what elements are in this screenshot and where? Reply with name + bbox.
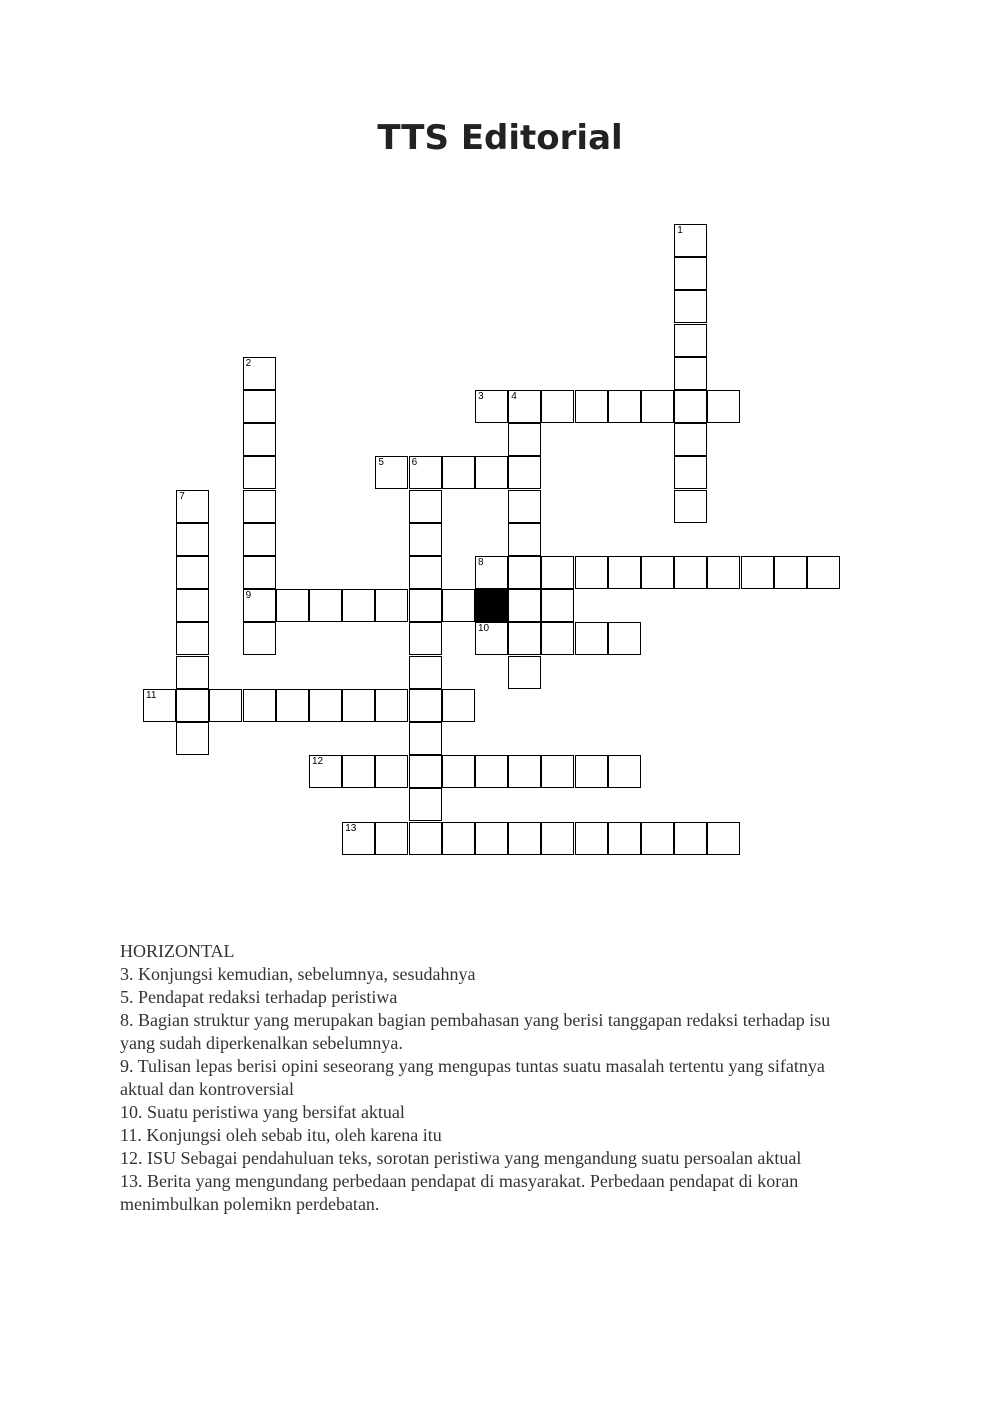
crossword-cell-input[interactable] (708, 391, 739, 422)
crossword-cell[interactable] (575, 622, 608, 655)
crossword-cell[interactable] (409, 556, 442, 589)
crossword-cell[interactable] (243, 589, 276, 622)
crossword-cell-input[interactable] (410, 756, 441, 787)
crossword-cell[interactable] (442, 456, 475, 489)
crossword-cell-input[interactable] (609, 623, 640, 654)
crossword-cell-input[interactable] (509, 590, 540, 621)
clue-number: 1 (677, 225, 683, 236)
crossword-cell[interactable] (342, 689, 375, 722)
crossword-cell-input[interactable] (609, 557, 640, 588)
crossword-cell[interactable] (674, 556, 707, 589)
crossword-cell-input[interactable] (542, 557, 573, 588)
crossword-cell-input[interactable] (708, 823, 739, 854)
crossword-cell[interactable] (575, 822, 608, 855)
crossword-cell[interactable] (309, 755, 342, 788)
crossword-cell-input[interactable] (244, 424, 275, 455)
crossword-cell[interactable] (608, 755, 641, 788)
crossword-cell[interactable] (475, 390, 508, 423)
crossword-cell[interactable] (508, 589, 541, 622)
crossword-cell[interactable] (409, 822, 442, 855)
clue-number: 8 (478, 557, 484, 568)
crossword-cell[interactable] (541, 556, 574, 589)
crossword-cell[interactable] (276, 689, 309, 722)
crossword-cell-input[interactable] (343, 690, 374, 721)
crossword-cell-input[interactable] (476, 391, 507, 422)
crossword-cell-input[interactable] (376, 756, 407, 787)
crossword-cell-input[interactable] (509, 623, 540, 654)
crossword-cell-input[interactable] (244, 690, 275, 721)
crossword-cell-input[interactable] (675, 424, 706, 455)
crossword-cell[interactable] (541, 755, 574, 788)
crossword-cell[interactable] (409, 656, 442, 689)
crossword-cell-input[interactable] (410, 623, 441, 654)
crossword-cell[interactable] (674, 224, 707, 257)
crossword-cell-input[interactable] (376, 457, 407, 488)
clue-item: 8. Bagian struktur yang merupakan bagian pembahasan yang berisi tanggapan redaksi terhadap isu yang sudah diperkenalkan sebelumnya. (120, 1010, 831, 1053)
crossword-cell-input[interactable] (542, 823, 573, 854)
crossword-cell[interactable] (475, 456, 508, 489)
crossword-cell[interactable] (276, 589, 309, 622)
crossword-cell-input[interactable] (675, 491, 706, 522)
crossword-cell[interactable] (508, 656, 541, 689)
crossword-cell[interactable] (508, 822, 541, 855)
crossword-cell[interactable] (309, 589, 342, 622)
crossword-cell-input[interactable] (609, 391, 640, 422)
crossword-cell[interactable] (442, 755, 475, 788)
crossword-cell[interactable] (176, 656, 209, 689)
crossword-cell[interactable] (243, 456, 276, 489)
crossword-cell-input[interactable] (443, 457, 474, 488)
clue-number: 4 (511, 391, 517, 402)
crossword-cell-input[interactable] (576, 756, 607, 787)
crossword-cell-input[interactable] (675, 557, 706, 588)
crossword-cell-input[interactable] (509, 391, 540, 422)
crossword-cell-input[interactable] (476, 557, 507, 588)
crossword-cell-input[interactable] (244, 491, 275, 522)
clue-number: 7 (179, 490, 185, 502)
crossword-cell-input[interactable] (642, 557, 673, 588)
crossword-cell-input[interactable] (642, 391, 673, 422)
crossword-cell[interactable] (674, 324, 707, 357)
crossword-cell-input[interactable] (244, 391, 275, 422)
crossword-cell[interactable] (375, 456, 408, 489)
crossword-cell[interactable] (342, 755, 375, 788)
clue-number: 12 (312, 756, 324, 768)
crossword-cell[interactable] (508, 423, 541, 456)
crossword-cell-input[interactable] (410, 524, 441, 555)
crossword-cell-input[interactable] (675, 457, 706, 488)
crossword-cell[interactable] (375, 589, 408, 622)
crossword-cell[interactable] (409, 755, 442, 788)
crossword-cell-input[interactable] (476, 457, 507, 488)
clue-item: 13. Berita yang mengundang perbedaan pendapat di masyarakat. Perbedaan pendapat di koran menimbulkan polemikn perdebatan. (120, 1171, 799, 1214)
crossword-cell[interactable] (641, 390, 674, 423)
crossword-cell-input[interactable] (144, 690, 175, 721)
crossword-cell[interactable] (508, 456, 541, 489)
crossword-cell-input[interactable] (542, 590, 573, 621)
crossword-cell-input[interactable] (675, 391, 706, 422)
crossword-cell-input[interactable] (310, 690, 341, 721)
crossword-cell[interactable] (674, 357, 707, 390)
crossword-cell[interactable] (442, 822, 475, 855)
crossword-cell[interactable] (575, 390, 608, 423)
crossword-cell[interactable] (508, 755, 541, 788)
crossword-cell[interactable] (409, 456, 442, 489)
clue-number: 9 (245, 590, 252, 602)
crossword-cell[interactable] (176, 556, 209, 589)
crossword-cell[interactable] (243, 390, 276, 423)
crossword-cell-input[interactable] (244, 457, 275, 488)
crossword-cell[interactable] (541, 390, 574, 423)
crossword-cell-input[interactable] (410, 457, 441, 488)
crossword-cell[interactable] (674, 257, 707, 290)
crossword-cell[interactable] (707, 556, 740, 589)
crossword-cell[interactable] (508, 523, 541, 556)
crossword-cell[interactable] (176, 490, 209, 523)
clue-number: 10 (478, 623, 490, 635)
crossword-cell[interactable] (375, 689, 408, 722)
crossword-cell-input[interactable] (576, 823, 607, 854)
crossword-cell[interactable] (243, 556, 276, 589)
crossword-cell-input[interactable] (542, 623, 573, 654)
crossword-cell-input[interactable] (742, 557, 773, 588)
clue-number: 2 (245, 357, 252, 369)
crossword-cell-input[interactable] (410, 823, 441, 854)
crossword-cell[interactable] (475, 755, 508, 788)
crossword-cell-input[interactable] (410, 690, 441, 721)
crossword-cell-input[interactable] (443, 690, 474, 721)
crossword-cell-input[interactable] (177, 557, 208, 588)
crossword-cell[interactable] (375, 755, 408, 788)
crossword-cell[interactable] (508, 556, 541, 589)
crossword-cell[interactable] (608, 556, 641, 589)
crossword-cell[interactable] (674, 822, 707, 855)
crossword-cell[interactable] (541, 589, 574, 622)
clue-item: 10. Suatu peristiwa yang bersifat aktual (120, 1102, 405, 1122)
crossword-cell[interactable] (608, 390, 641, 423)
crossword-cell-input[interactable] (642, 823, 673, 854)
crossword-cell-input[interactable] (376, 690, 407, 721)
crossword-cell-input[interactable] (177, 723, 208, 754)
crossword-cell-input[interactable] (808, 557, 839, 588)
crossword-cell-input[interactable] (576, 557, 607, 588)
crossword-cell-input[interactable] (675, 325, 706, 356)
crossword-cell-input[interactable] (476, 756, 507, 787)
crossword-cell[interactable] (342, 589, 375, 622)
crossword-cell[interactable] (209, 689, 242, 722)
crossword-cell[interactable] (243, 490, 276, 523)
crossword-cell[interactable] (508, 490, 541, 523)
crossword-cell-input[interactable] (410, 491, 441, 522)
crossword-cell[interactable] (774, 556, 807, 589)
crossword-cell-input[interactable] (410, 557, 441, 588)
crossword-cell[interactable] (608, 622, 641, 655)
crossword-cell-input[interactable] (410, 789, 441, 820)
crossword-cell[interactable] (243, 622, 276, 655)
crossword-cell[interactable] (575, 556, 608, 589)
crossword-cell-input[interactable] (277, 690, 308, 721)
crossword-cell-input[interactable] (509, 756, 540, 787)
crossword-cell[interactable] (243, 357, 276, 390)
crossword-cell[interactable] (409, 490, 442, 523)
crossword-cell-input[interactable] (443, 590, 474, 621)
crossword-cell[interactable] (409, 589, 442, 622)
crossword-cell[interactable] (674, 490, 707, 523)
crossword-cell[interactable] (409, 622, 442, 655)
crossword-cell[interactable] (641, 556, 674, 589)
crossword-cell[interactable] (176, 689, 209, 722)
crossword-cell-input[interactable] (675, 225, 706, 256)
crossword-cell[interactable] (243, 423, 276, 456)
crossword-cell[interactable] (243, 689, 276, 722)
crossword-cell[interactable] (442, 689, 475, 722)
crossword-cell[interactable] (641, 822, 674, 855)
crossword-cell[interactable] (176, 722, 209, 755)
crossword-cell-input[interactable] (310, 756, 341, 787)
crossword-cell-input[interactable] (244, 524, 275, 555)
crossword-cell-input[interactable] (343, 590, 374, 621)
crossword-cell-input[interactable] (476, 823, 507, 854)
crossword-cell-input[interactable] (244, 623, 275, 654)
crossword-cell-input[interactable] (509, 491, 540, 522)
crossword-cell-input[interactable] (509, 823, 540, 854)
crossword-cell[interactable] (674, 290, 707, 323)
clue-number: 13 (345, 822, 357, 834)
crossword-cell-input[interactable] (443, 756, 474, 787)
crossword-cell-input[interactable] (244, 358, 275, 389)
crossword-cell-input[interactable] (576, 391, 607, 422)
clue-number: 11 (146, 689, 157, 701)
crossword-cell-input[interactable] (177, 657, 208, 688)
crossword-cell-input[interactable] (177, 623, 208, 654)
crossword-cell-input[interactable] (410, 723, 441, 754)
crossword-cell-input[interactable] (443, 823, 474, 854)
crossword-cell-input[interactable] (542, 391, 573, 422)
crossword-cell-input[interactable] (244, 557, 275, 588)
crossword-cell-input[interactable] (675, 358, 706, 389)
crossword-cell-input[interactable] (343, 756, 374, 787)
clue-number: 3 (478, 391, 484, 402)
crossword-cell-input[interactable] (177, 690, 208, 721)
crossword-cell-input[interactable] (177, 590, 208, 621)
crossword-cell-input[interactable] (708, 557, 739, 588)
crossword-cell[interactable] (409, 788, 442, 821)
crossword-cell[interactable] (475, 822, 508, 855)
crossword-cell-input[interactable] (509, 524, 540, 555)
crossword-cell-input[interactable] (310, 590, 341, 621)
crossword-cell[interactable] (674, 456, 707, 489)
crossword-cell[interactable] (243, 523, 276, 556)
crossword-cell[interactable] (508, 622, 541, 655)
crossword-cell[interactable] (375, 822, 408, 855)
crossword-cell-input[interactable] (609, 823, 640, 854)
crossword-cell-input[interactable] (210, 690, 241, 721)
clue-item: 3. Konjungsi kemudian, sebelumnya, sesudahnya (120, 964, 476, 984)
clue-list (120, 940, 850, 1216)
crossword-cell-input[interactable] (542, 756, 573, 787)
crossword-cell-input[interactable] (244, 590, 275, 621)
clue-item: 5. Pendapat redaksi terhadap peristiwa (120, 987, 398, 1007)
crossword-cell[interactable] (575, 755, 608, 788)
clue-item: 9. Tulisan lepas berisi opini seseorang yang mengupas tuntas suatu masalah tertentu yang sifatnya aktual dan kontroversial (120, 1056, 825, 1099)
clue-item: 12. ISU Sebagai pendahuluan teks, sorotan peristiwa yang mengandung suatu persoalan aktual (120, 1148, 802, 1168)
crossword-cell-input[interactable] (410, 590, 441, 621)
crossword-cell[interactable] (707, 390, 740, 423)
crossword-cell[interactable] (807, 556, 840, 589)
crossword-cell[interactable] (409, 523, 442, 556)
crossword-cell[interactable] (442, 589, 475, 622)
crossword-cell-input[interactable] (509, 557, 540, 588)
crossword-cell[interactable] (475, 556, 508, 589)
crossword-cell[interactable] (741, 556, 774, 589)
crossword-cell-input[interactable] (609, 756, 640, 787)
crossword-cell[interactable] (409, 722, 442, 755)
crossword-cell-input[interactable] (509, 457, 540, 488)
crossword-cell-input[interactable] (177, 491, 208, 522)
crossword-cell[interactable] (608, 822, 641, 855)
crossword-cell[interactable] (475, 622, 508, 655)
crossword-cell[interactable] (508, 390, 541, 423)
black-square (475, 589, 508, 622)
crossword-cell[interactable] (176, 622, 209, 655)
crossword-cell[interactable] (176, 523, 209, 556)
crossword-cell-input[interactable] (576, 623, 607, 654)
clue-item: 11. Konjungsi oleh sebab itu, oleh karena itu (120, 1125, 442, 1145)
crossword-cell[interactable] (674, 423, 707, 456)
crossword-cell[interactable] (541, 822, 574, 855)
crossword-cell-input[interactable] (476, 623, 507, 654)
crossword-cell-input[interactable] (177, 524, 208, 555)
page-title: TTS Editorial (377, 118, 623, 158)
crossword-cell[interactable] (309, 689, 342, 722)
crossword-cell-input[interactable] (277, 590, 308, 621)
crossword-cell-input[interactable] (376, 590, 407, 621)
crossword-cell-input[interactable] (343, 823, 374, 854)
crossword-cell-input[interactable] (775, 557, 806, 588)
crossword-cell-input[interactable] (675, 823, 706, 854)
clue-number: 5 (378, 457, 384, 469)
crossword-cell[interactable] (342, 822, 375, 855)
crossword-cell[interactable] (409, 689, 442, 722)
crossword-cell-input[interactable] (675, 258, 706, 289)
crossword-cell[interactable] (707, 822, 740, 855)
crossword-cell-input[interactable] (675, 291, 706, 322)
crossword-cell-input[interactable] (509, 424, 540, 455)
crossword-cell[interactable] (674, 390, 707, 423)
crossword-cell-input[interactable] (410, 657, 441, 688)
crossword-cell-input[interactable] (376, 823, 407, 854)
crossword-cell[interactable] (541, 622, 574, 655)
crossword-cell[interactable] (176, 589, 209, 622)
clue-heading: HORIZONTAL (120, 941, 235, 961)
crossword-cell-input[interactable] (509, 657, 540, 688)
crossword-cell[interactable] (143, 689, 176, 722)
clue-number: 6 (411, 457, 418, 469)
